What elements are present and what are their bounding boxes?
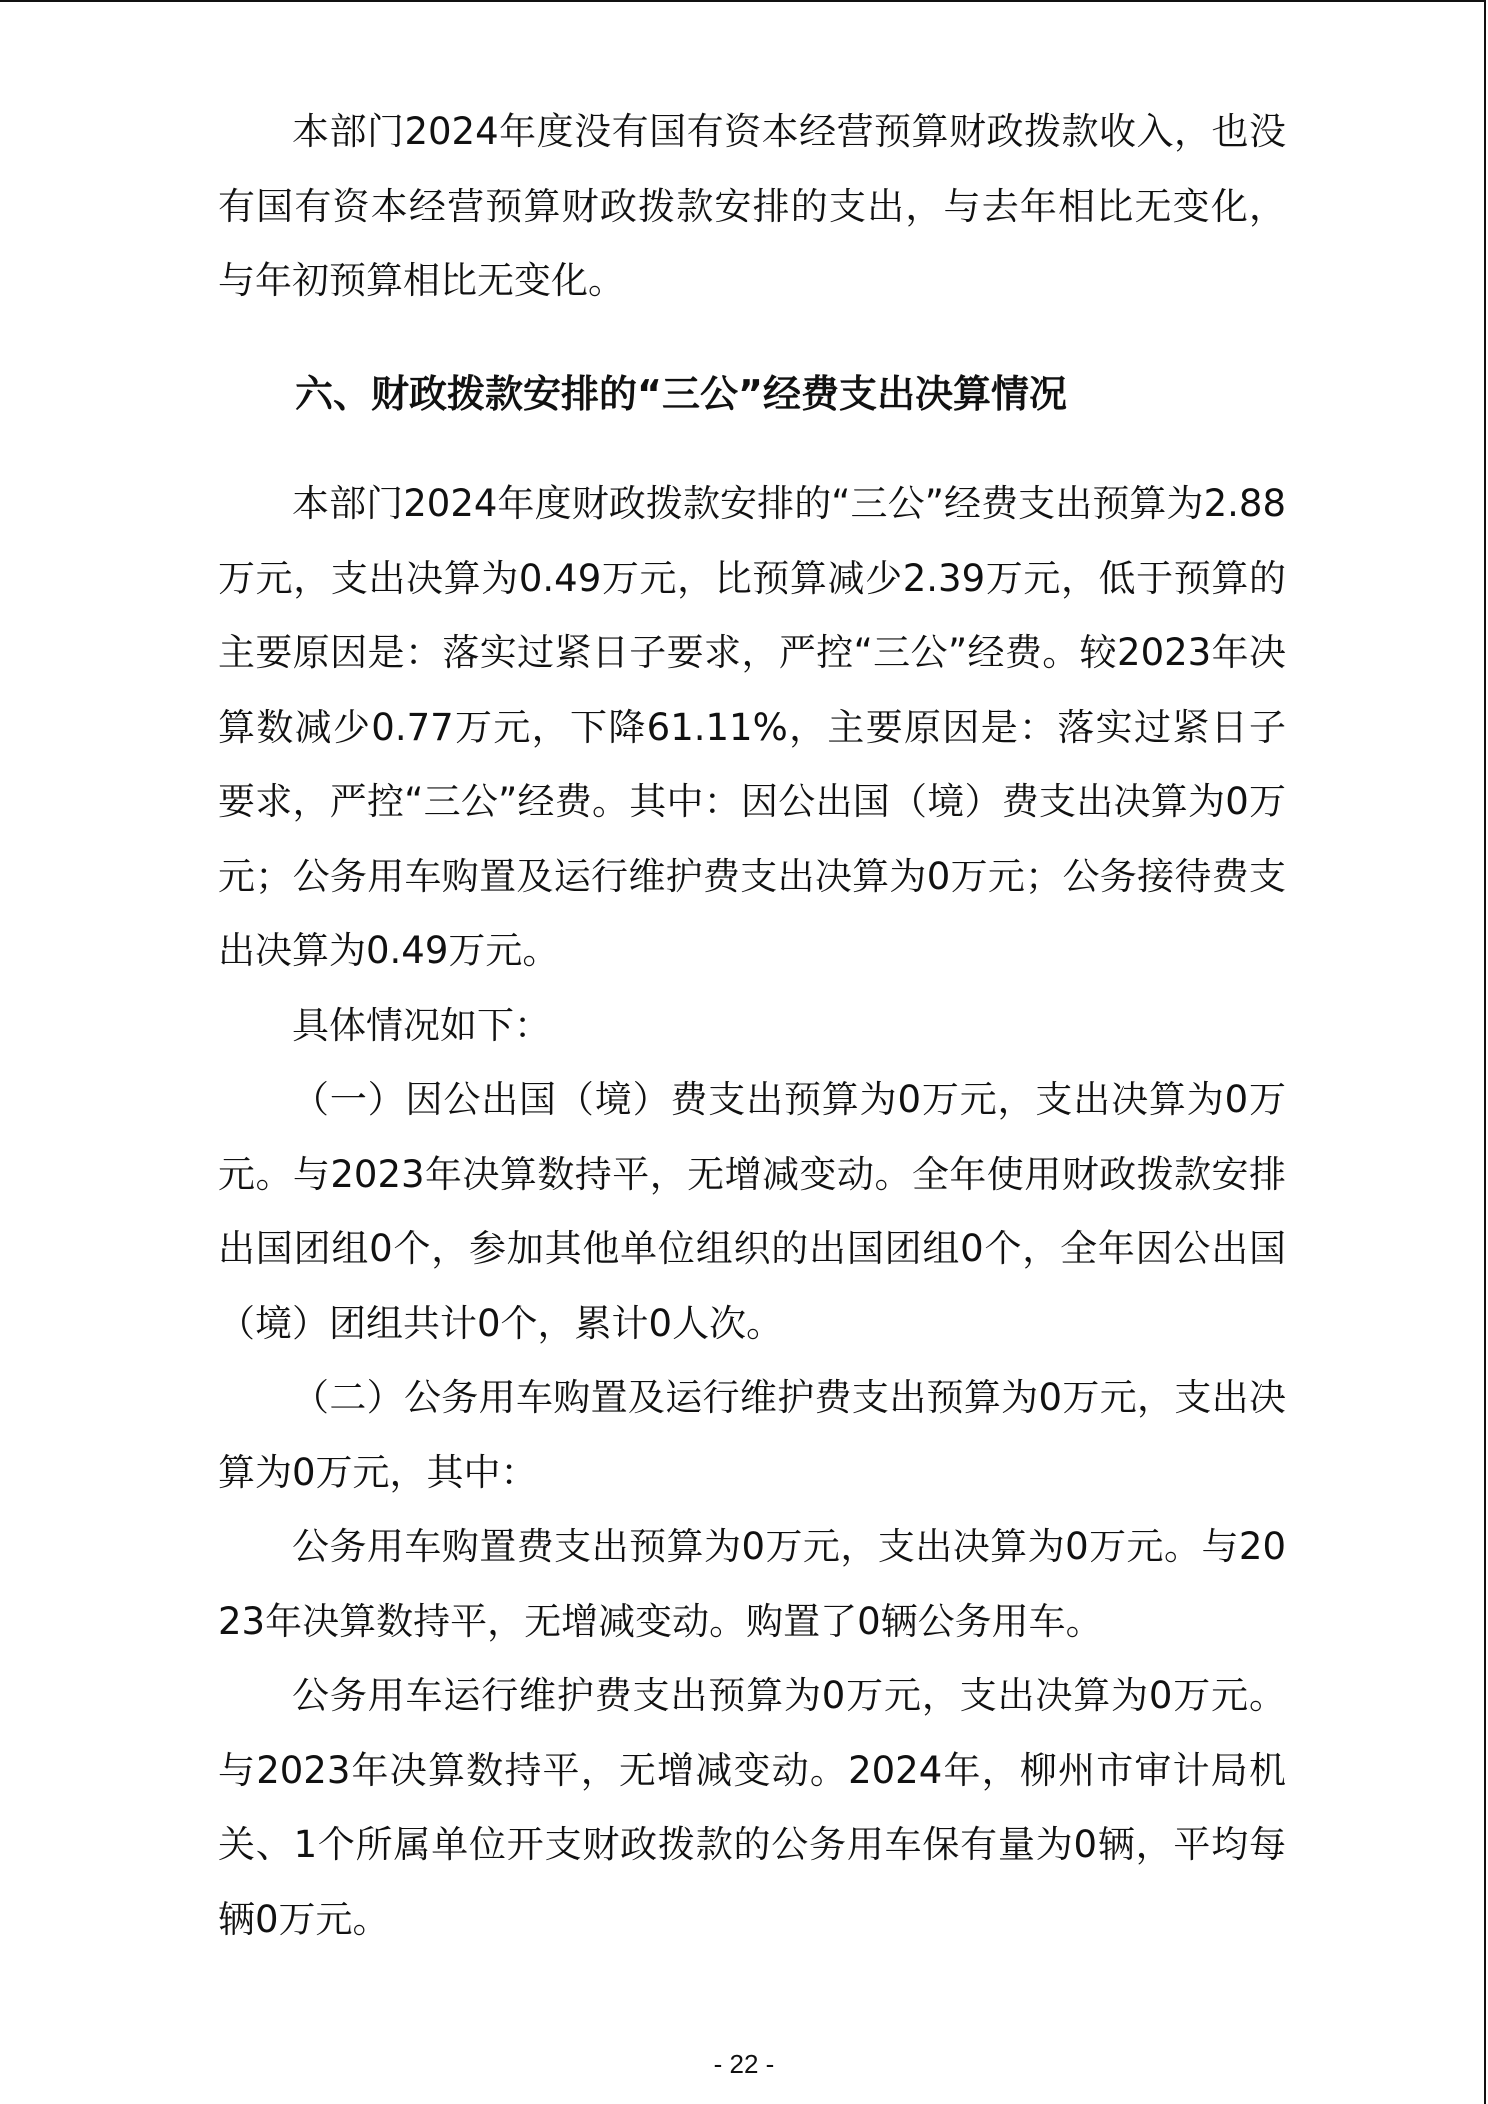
paragraph-vehicle-maintenance: 公务用车运行维护费支出预算为0万元，支出决算为0万元。与2023年决算数持平，无增减变动。2024年，柳州市审计局机关、1个所属单位开支财政拨款的公务用车保有量为0辆，平均每辆0万元。 <box>218 1674 1286 1941</box>
section-body <box>218 467 1286 1957</box>
paragraph-details-intro: 具体情况如下： <box>292 1003 551 1047</box>
page-number: - 22 - <box>713 2049 775 2079</box>
section-heading-three-public-expenses: 六、财政拨款安排的“三公”经费支出决算情况 <box>295 372 1067 416</box>
paragraph-overview: 本部门2024年度财政拨款安排的“三公”经费支出预算为2.88万元，支出决算为0.49万元，比预算减少2.39万元，低于预算的主要原因是：落实过紧日子要求，严控“三公”经费。较2023年决算数减少0.77万元，下降61.11%，主要原因是：落实过紧日子要求，严控“三公”经费。其中：因公出国（境）费支出决算为0万元；公务用车购置及运行维护费支出决算为0万元；公务接待费支出决算为0.49万元。 <box>218 482 1286 972</box>
paragraph-vehicle-purchase: 公务用车购置费支出预算为0万元，支出决算为0万元。与2023年决算数持平，无增减变动。购置了0辆公务用车。 <box>218 1525 1286 1643</box>
paragraph-official-vehicles: （二）公务用车购置及运行维护费支出预算为0万元，支出决算为0万元，其中： <box>218 1376 1286 1494</box>
paragraph-state-capital-budget <box>218 95 1286 319</box>
paragraph-overseas-travel: （一）因公出国（境）费支出预算为0万元，支出决算为0万元。与2023年决算数持平，无增减变动。全年使用财政拨款安排出国团组0个，参加其他单位组织的出国团组0个，全年因公出国（境）团组共计0个，累计0人次。 <box>218 1078 1286 1345</box>
paragraph-text: 本部门2024年度没有国有资本经营预算财政拨款收入，也没有国有资本经营预算财政拨款安排的支出，与去年相比无变化，与年初预算相比无变化。 <box>218 110 1286 302</box>
